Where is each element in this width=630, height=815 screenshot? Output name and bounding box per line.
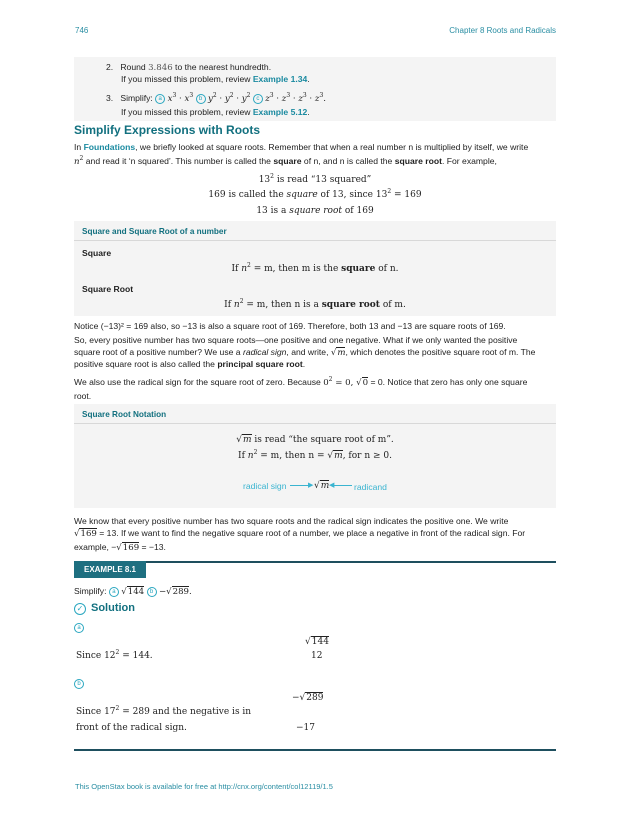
arrow-left-icon xyxy=(334,485,352,486)
example-badge: EXAMPLE 8.1 xyxy=(74,561,146,578)
example-13-squared: $13^2$ is read “13 squared” xyxy=(258,173,372,185)
part-b-expression: −√289 xyxy=(292,693,324,703)
example-link[interactable]: Example 5.12 xyxy=(252,107,308,117)
radicand-label: radicand xyxy=(354,482,387,492)
notation-line-1: √m is read “the square root of m”. xyxy=(236,435,394,445)
para2-line-1: We know that every positive number has two square roots and the radical sign indicates the positive one. We write xyxy=(74,516,509,526)
section-title: Simplify Expressions with Roots xyxy=(74,123,261,137)
so-line-2: square root of a positive number? We use a radical sign, and write, √m, which denotes the positive square root of m. The xyxy=(74,347,536,358)
para2-line-2: √169 = 13. If we want to find the negative square root of a number, we place a negative in front of the radical sign. For xyxy=(74,528,526,539)
zero-line-1: We also use the radical sign for the square root of zero. Because $0^2 = 0$, √0 = 0. Notice that zero has only one square xyxy=(74,376,528,388)
arrow-right-icon: ▶ xyxy=(308,482,314,489)
radical-example: √m xyxy=(314,481,330,491)
notation-line-2: If $n^2 = m$, then n = √m, for n ≥ 0. xyxy=(238,449,392,461)
part-b-result: −17 xyxy=(296,723,315,733)
square-label: Square xyxy=(82,248,112,258)
example-13-root: 13 is a square root of 169 xyxy=(256,206,374,216)
chapter-title: Chapter 8 Roots and Radicals xyxy=(449,26,556,35)
page-number: 746 xyxy=(75,26,89,35)
divider xyxy=(74,240,556,241)
part-a-result: 12 xyxy=(311,651,323,661)
box-title: Square and Square Root of a number xyxy=(82,227,227,236)
square-root-definition: If $n^2 = m$, then n is a square root of m. xyxy=(224,298,406,310)
para2-line-3: example, −√169 = −13. xyxy=(74,542,166,553)
square-root-label: Square Root xyxy=(82,284,134,294)
foundations-link[interactable]: Foundations xyxy=(83,142,136,152)
intro-line-2: $n^2$ and read it ‘n squared’. This number is called the square of n, and n is called the square root. For example, xyxy=(74,155,497,167)
radical-sign-label: radical sign xyxy=(243,481,287,491)
part-b-reason-2: front of the radical sign. xyxy=(76,723,187,733)
square-definition: If $n^2 = m$, then m is the square of n. xyxy=(231,262,399,274)
example-169-square: 169 is called the square of 13, since $13^2 = 169$ xyxy=(208,188,422,200)
example-link[interactable]: Example 1.34 xyxy=(252,74,308,84)
part-a-marker: a xyxy=(74,622,84,633)
example-prompt: Simplify: a √144 b −√289. xyxy=(74,586,192,597)
box-title: Square Root Notation xyxy=(82,410,167,419)
so-line-1: So, every positive number has two square roots—one positive and one negative. What if we only wanted the positive xyxy=(74,335,518,345)
divider xyxy=(74,423,556,424)
review-hint-2: If you missed this problem, review Example 1.34. xyxy=(121,74,310,84)
example-bottom-rule xyxy=(74,749,556,751)
part-a-expression: √144 xyxy=(305,637,329,647)
so-line-3: positive square root is also called the principal square root. xyxy=(74,359,306,369)
arrow-left-icon: ◀ xyxy=(329,482,335,489)
notice-paragraph: Notice (−13)² = 169 also, so −13 is also a square root of 169. Therefore, both 13 and −13 are square roots of 169. xyxy=(74,321,506,331)
part-b-marker: b xyxy=(74,678,84,689)
part-b-reason-1: Since $17^2 = 289$ and the negative is in xyxy=(76,705,252,717)
solution-heading: Solution xyxy=(91,602,135,614)
review-item-3: 3. Simplify: a $x^3 \cdot x^3$ b $y^2 \cdot y^2 \cdot y^2$ c $z^3 \cdot z^3 \cdot z^3 \cdot z^3$. xyxy=(106,92,326,104)
review-hint-3: If you missed this problem, review Example 5.12. xyxy=(121,107,310,117)
part-a-reason: Since $12^2 = 144$. xyxy=(76,649,153,661)
zero-line-2: root. xyxy=(74,391,92,401)
footer-text: This OpenStax book is available for free at http://cnx.org/content/col12119/1.5 xyxy=(75,782,333,791)
review-item-2: 2. Round 3.846 to the nearest hundredth. xyxy=(106,62,272,73)
example-top-rule xyxy=(74,561,556,563)
check-circle-icon: ✓ xyxy=(74,603,86,615)
intro-line-1: In Foundations, we briefly looked at square roots. Remember that when a real number n is multiplied by itself, we write xyxy=(74,142,529,152)
